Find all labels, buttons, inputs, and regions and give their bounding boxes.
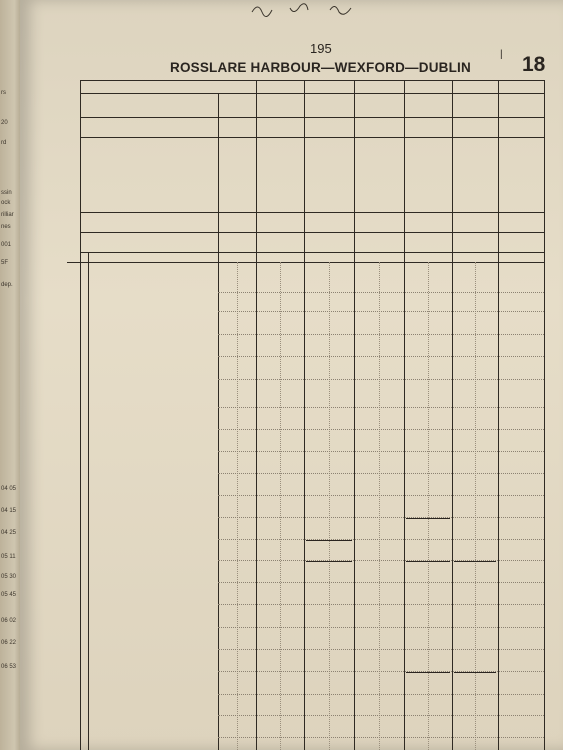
row-leader-dots [218, 292, 544, 293]
arr-dep-separator [428, 262, 429, 750]
row-leader-dots [218, 627, 544, 628]
time-underline [306, 561, 352, 562]
left-page-fragment: 05 45 [1, 592, 17, 598]
left-page-fragment: 04 25 [1, 530, 17, 536]
left-page-fragment: 001 [1, 242, 12, 248]
row-leader-dots [218, 311, 544, 312]
time-underline [406, 518, 450, 519]
arr-dep-separator [237, 262, 238, 750]
timetable-page [20, 0, 563, 750]
left-page-fragment: ssin [1, 190, 12, 196]
train-no-rule [80, 137, 544, 138]
time-underline [454, 561, 496, 562]
left-page-fragment: 5F [1, 260, 9, 266]
timetable-title: ROSSLARE HARBOUR—WEXFORD—DUBLIN [170, 60, 471, 75]
row-leader-dots [218, 356, 544, 357]
row-leader-dots [218, 334, 544, 335]
row-leader-dots [218, 604, 544, 605]
right-vertical-rule [544, 80, 545, 750]
sectional-running-rule [80, 252, 544, 253]
left-page-fragment: 04 15 [1, 508, 17, 514]
table-top-rule [80, 80, 544, 81]
motive-power-rule [80, 232, 544, 233]
left-page-fragment: 04 05 [1, 486, 17, 492]
row-leader-dots [218, 451, 544, 452]
row-leader-dots [218, 649, 544, 650]
row-leader-dots [218, 407, 544, 408]
miles-vertical-rule [88, 252, 89, 750]
header-rule [80, 93, 544, 94]
row-leader-dots [218, 715, 544, 716]
left-page-fragment: dep. [1, 282, 13, 288]
arr-dep-separator [379, 262, 380, 750]
row-leader-dots [218, 517, 544, 518]
time-underline [406, 561, 450, 562]
left-page-fragment: nes [1, 224, 11, 230]
arr-dep-separator [280, 262, 281, 750]
left-page-fragment: ock [1, 200, 11, 206]
margin-tick: | [500, 49, 503, 60]
row-leader-dots [218, 694, 544, 695]
row-leader-dots [218, 473, 544, 474]
row-leader-dots [218, 582, 544, 583]
row-leader-dots [218, 495, 544, 496]
column-divider-rule [218, 93, 219, 750]
time-underline [454, 672, 496, 673]
row-leader-dots [218, 539, 544, 540]
left-page-fragment: rd [1, 140, 7, 146]
left-vertical-rule [80, 80, 81, 750]
time-underline [406, 672, 450, 673]
left-page-fragment: rilliar [1, 212, 14, 218]
left-page-fragment: 06 53 [1, 664, 17, 670]
column-no-rule [80, 117, 544, 118]
left-page-fragment: 05 30 [1, 574, 17, 580]
left-page-fragment: 20 [1, 120, 8, 126]
left-page-fragment: 06 22 [1, 640, 17, 646]
page-number: 195 [310, 41, 332, 56]
times-header-rule [67, 262, 544, 263]
arr-dep-separator [475, 262, 476, 750]
left-page-fragment: 05 11 [1, 554, 16, 560]
left-page-fragment: 06 02 [1, 618, 17, 624]
time-underline [306, 540, 352, 541]
row-leader-dots [218, 379, 544, 380]
row-leader-dots [218, 429, 544, 430]
row-leader-dots [218, 737, 544, 738]
arr-dep-separator [329, 262, 330, 750]
left-page-fragment: rs [1, 90, 6, 96]
weekdays-left-rule [256, 80, 257, 93]
handwritten-scribble [250, 0, 370, 20]
description-rule [80, 212, 544, 213]
table-number: 18 [522, 53, 546, 76]
